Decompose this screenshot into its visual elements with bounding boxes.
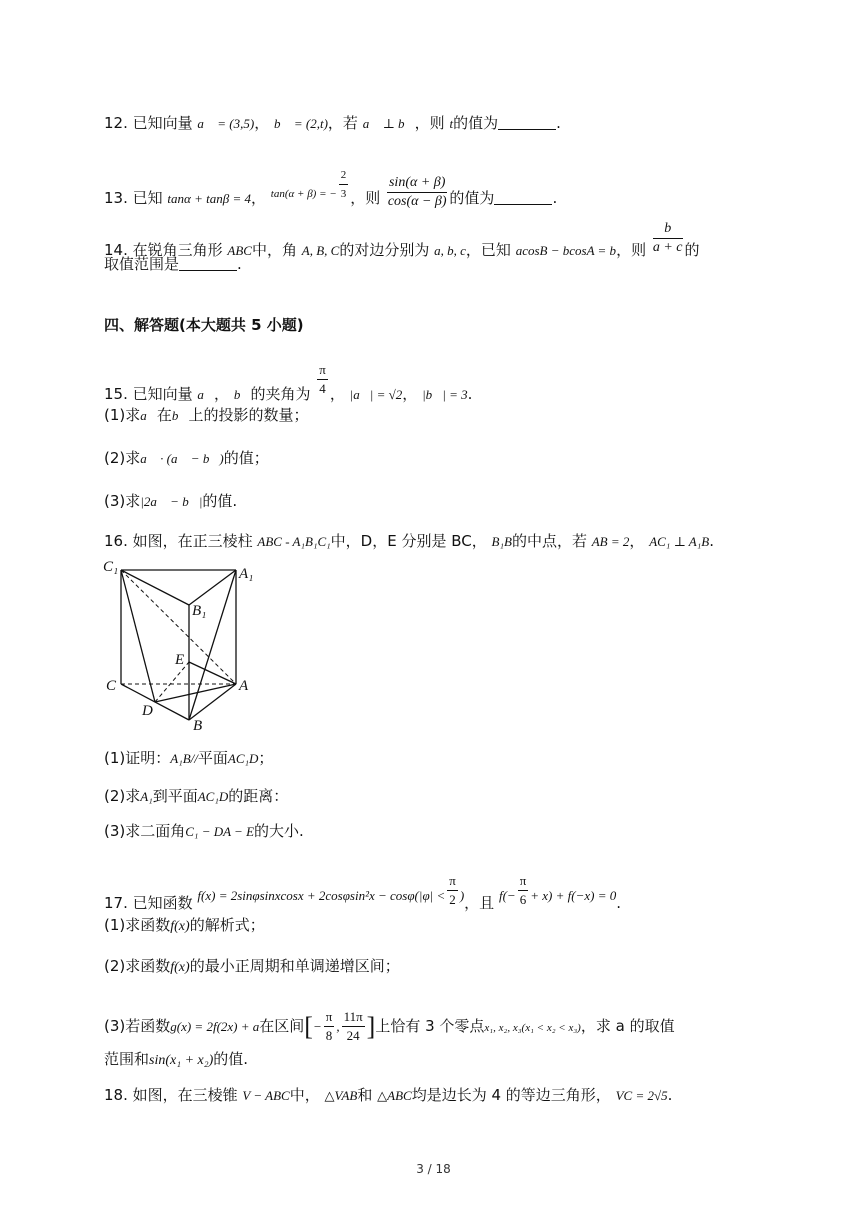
q15-p1-b: b⃗ bbox=[171, 408, 189, 423]
q16-p3-suffix: 的大小. bbox=[254, 822, 304, 840]
q13-cond2-frac bbox=[339, 166, 349, 203]
q17-interval-a bbox=[324, 1008, 335, 1045]
q18-vc: VC = 2√5 bbox=[615, 1088, 668, 1103]
q15-norm-b: |b⃗| = 3 bbox=[422, 387, 468, 402]
q16-perp: AC₁ ⊥ A₁B bbox=[649, 534, 710, 549]
q13-target-frac bbox=[387, 174, 447, 211]
q16-part3 bbox=[104, 821, 304, 842]
q17-fx-close: ) bbox=[459, 888, 465, 903]
q14-end: . bbox=[237, 255, 242, 273]
q17-p3-sin: sin(x₁ + x₂) bbox=[149, 1053, 214, 1068]
q17-function: f(x) = 2sinφsinxcosx + 2cosφsin²x − cosφ(|φ| < bbox=[197, 888, 446, 903]
question-13 bbox=[104, 166, 557, 211]
question-12 bbox=[104, 113, 561, 134]
q17-part1 bbox=[104, 915, 265, 937]
question-14-line2 bbox=[104, 254, 242, 274]
q18-and: 和 bbox=[357, 1086, 373, 1104]
q15-angle-frac bbox=[317, 361, 328, 398]
label-E: E bbox=[175, 652, 185, 668]
q15-part3 bbox=[104, 491, 237, 512]
q16-ab: AB = 2 bbox=[591, 534, 630, 549]
q16-p1-line: A₁B// bbox=[170, 751, 198, 766]
q15-vector-a: a⃗ bbox=[197, 387, 215, 402]
q13-cond1: tanα + tanβ = 4 bbox=[167, 191, 251, 206]
q16-mid1: 中，D，E 分别是 BC， bbox=[330, 532, 487, 550]
q17-p2-f: f(x) bbox=[170, 960, 190, 975]
q13-end: . bbox=[552, 189, 558, 207]
label-C1: C₁ bbox=[103, 559, 119, 575]
q15-p1-mid: 在 bbox=[156, 406, 172, 424]
q14-suffix: 的 bbox=[684, 241, 700, 259]
q17-and: ，且 bbox=[464, 894, 495, 912]
q15-p2-prefix: (2)求 bbox=[104, 449, 141, 467]
question-16 bbox=[104, 531, 714, 552]
q17-part2 bbox=[104, 956, 400, 978]
q16-p1-prefix: (1)证明： bbox=[104, 749, 171, 767]
label-A: A bbox=[239, 678, 249, 694]
q14-frac bbox=[653, 220, 683, 257]
section-heading: 四、解答题(本大题共 5 小题) bbox=[104, 316, 304, 334]
question-15 bbox=[104, 361, 472, 405]
q17-cond-num: π bbox=[518, 872, 529, 891]
q17-interval-minus: − bbox=[312, 1019, 322, 1034]
q17-part3 bbox=[104, 1008, 675, 1045]
q17-interval-close: ] bbox=[366, 1012, 376, 1041]
q16-part2 bbox=[104, 786, 288, 807]
q12-text-mid: ，若 bbox=[327, 114, 358, 132]
q17-cond-right: + x) + f(−x) = 0 bbox=[530, 888, 617, 903]
q17-int-b-den: 24 bbox=[346, 1028, 360, 1043]
q17-p1-prefix: (1)求函数 bbox=[104, 916, 171, 934]
q17-p3-g: g(x) = 2f(2x) + a bbox=[170, 1019, 260, 1034]
q16-prism: ABC - A₁B₁C₁ bbox=[257, 534, 331, 549]
q16-mid2: 的中点，若 bbox=[511, 532, 587, 550]
q15-end: . bbox=[467, 385, 473, 403]
q16-p1-plane: AC₁D bbox=[227, 751, 259, 766]
q16-p2-mid: 到平面 bbox=[152, 787, 198, 805]
q17-p1-suffix: 的解析式； bbox=[189, 916, 265, 934]
q17-p3-suffix: ，求 a 的取值 bbox=[580, 1017, 675, 1035]
q16-text: 16. 如图，在正三棱柱 bbox=[104, 532, 253, 550]
q14-sides: a, b, c bbox=[434, 243, 466, 258]
q15-mid: 的夹角为 bbox=[250, 385, 311, 403]
q15-p3-suffix: 的值. bbox=[202, 492, 238, 510]
q12-var-t: t bbox=[449, 116, 454, 131]
q16-p3-angle: C₁ − DA − E bbox=[185, 824, 255, 839]
q14-mid1: 中，角 bbox=[251, 241, 297, 259]
q13-cond2: tan(α + β) = − bbox=[270, 188, 337, 200]
q14-cond: acosB − bcosA = b bbox=[515, 243, 617, 258]
question-18 bbox=[104, 1085, 672, 1106]
q17-p3-line2-prefix: 范围和 bbox=[104, 1050, 150, 1068]
q15-p2-suffix: 的值； bbox=[223, 449, 269, 467]
q12-vector-a: a⃗ = (3,5) bbox=[197, 116, 255, 131]
q17-p3-zeros: x₁, x₂, x₃(x₁ < x₂ < x₃) bbox=[484, 1022, 581, 1034]
q12-then: ，则 bbox=[414, 114, 445, 132]
q16-p3-prefix: (3)求二面角 bbox=[104, 822, 186, 840]
q13-frac-num: sin(α + β) bbox=[387, 174, 447, 193]
q12-answer-blank[interactable] bbox=[498, 115, 556, 130]
q14-angles: A, B, C bbox=[301, 243, 340, 258]
q14-mid3: ，已知 bbox=[465, 241, 511, 259]
q14-frac-num: b bbox=[653, 220, 683, 239]
q16-end: . bbox=[709, 532, 714, 550]
label-B1: B₁ bbox=[192, 603, 207, 619]
q16-p2-plane: AC₁D bbox=[197, 789, 229, 804]
label-B: B bbox=[193, 718, 203, 734]
q17-fx-frac bbox=[447, 872, 458, 909]
q15-p1-prefix: (1)求 bbox=[104, 406, 141, 424]
q17-interval-comma: , bbox=[336, 1019, 340, 1034]
label-A1: A₁ bbox=[239, 566, 254, 582]
q17-int-a-den: 8 bbox=[325, 1028, 333, 1043]
q17-int-b-num: 11π bbox=[342, 1008, 365, 1027]
q14-triangle: ABC bbox=[227, 243, 252, 258]
q17-cond: f(− bbox=[498, 888, 516, 903]
q17-int-a-num: π bbox=[324, 1008, 335, 1027]
q18-end: . bbox=[667, 1086, 673, 1104]
q18-text: 18. 如图，在三棱锥 bbox=[104, 1086, 238, 1104]
q15-angle-num: π bbox=[317, 361, 328, 380]
q15-p2-expr: a⃗ · (a⃗ − b⃗) bbox=[140, 451, 224, 466]
q15-p3-prefix: (3)求 bbox=[104, 492, 141, 510]
q14-answer-blank[interactable] bbox=[179, 256, 237, 271]
q15-vector-b: b⃗ bbox=[233, 387, 251, 402]
q17-p3-line2-suffix: 的值. bbox=[213, 1050, 249, 1068]
q16-p2-suffix: 的距离： bbox=[228, 787, 289, 805]
q16-p2-point: A₁ bbox=[140, 789, 153, 804]
q17-p3-prefix: (3)若函数 bbox=[104, 1017, 171, 1035]
q16-p2-prefix: (2)求 bbox=[104, 787, 141, 805]
q12-sep: ， bbox=[254, 114, 270, 132]
q13-suffix: 的值为 bbox=[449, 189, 495, 207]
q12-vector-b: b⃗ = (2,t) bbox=[274, 116, 328, 131]
q16-part1 bbox=[104, 748, 273, 769]
q13-cond2-num: 2 bbox=[339, 166, 349, 185]
q15-p1-suffix: 上的投影的数量； bbox=[188, 406, 309, 424]
q13-then: ，则 bbox=[350, 189, 381, 207]
q18-triangle1: △VAB bbox=[324, 1088, 358, 1103]
q17-cond-frac bbox=[518, 872, 529, 909]
page-number: 3 / 18 bbox=[416, 1162, 451, 1176]
q13-answer-blank[interactable] bbox=[494, 190, 552, 205]
q16-b1b: B₁B bbox=[491, 534, 512, 549]
q17-text: 17. 已知函数 bbox=[104, 894, 193, 912]
q18-mid2: 均是边长为 4 的等边三角形， bbox=[411, 1086, 611, 1104]
q16-sep: ， bbox=[629, 532, 645, 550]
q17-p2-suffix: 的最小正周期和单调递增区间； bbox=[189, 957, 400, 975]
q15-norm-a: |a⃗| = √2 bbox=[349, 387, 403, 402]
q17-part3-line2 bbox=[104, 1049, 248, 1071]
q17-interval-open: [ bbox=[304, 1012, 313, 1041]
q15-part2 bbox=[104, 448, 269, 469]
q14-text: 14. 在锐角三角形 bbox=[104, 241, 223, 259]
q12-suffix: 的值为 bbox=[453, 114, 499, 132]
q15-p3-expr: |2a⃗ − b⃗| bbox=[140, 494, 203, 509]
q13-cond2-den: 3 bbox=[340, 188, 347, 200]
q17-p3-mid: 在区间 bbox=[259, 1017, 305, 1035]
q15-angle-den: 4 bbox=[319, 381, 326, 396]
q15-part1 bbox=[104, 405, 309, 426]
q18-triangle2: △ABC bbox=[377, 1088, 412, 1103]
q12-perp: a⃗ ⊥ b⃗ bbox=[362, 116, 415, 131]
q13-text: 13. 已知 bbox=[104, 189, 163, 207]
q17-interval-b bbox=[342, 1008, 365, 1045]
q17-cond-den: 6 bbox=[519, 892, 527, 907]
q17-p3-mid2: 上恰有 3 个零点 bbox=[375, 1017, 485, 1035]
q14-frac-den: a + c bbox=[652, 240, 683, 255]
q12-text: 12. 已知向量 bbox=[104, 114, 193, 132]
q17-fx-den: 2 bbox=[449, 892, 456, 907]
label-D: D bbox=[142, 703, 153, 719]
q12-end: . bbox=[556, 114, 561, 132]
q15-p1-a: a⃗ bbox=[140, 408, 157, 423]
q16-p1-end: ； bbox=[258, 749, 274, 767]
q18-mid1: 中， bbox=[289, 1086, 320, 1104]
q13-frac-den: cos(α − β) bbox=[387, 194, 447, 209]
label-C: C bbox=[106, 678, 117, 694]
q18-pyramid: V − ABC bbox=[242, 1088, 290, 1103]
q14-then: ，则 bbox=[616, 241, 647, 259]
q17-fx-num: π bbox=[447, 872, 458, 891]
q17-p2-prefix: (2)求函数 bbox=[104, 957, 171, 975]
q17-end: . bbox=[616, 894, 622, 912]
q14-line2-text: 取值范围是 bbox=[104, 255, 180, 273]
q15-sep2: ， bbox=[329, 385, 345, 403]
q15-sep: ， bbox=[214, 385, 230, 403]
q15-text: 15. 已知向量 bbox=[104, 385, 193, 403]
q14-mid2: 的对边分别为 bbox=[339, 241, 430, 259]
q13-sep: ， bbox=[250, 189, 266, 207]
question-17 bbox=[104, 872, 621, 913]
q17-p1-f: f(x) bbox=[170, 919, 190, 934]
q15-sep3: ， bbox=[402, 385, 418, 403]
q16-p1-mid: 平面 bbox=[197, 749, 228, 767]
